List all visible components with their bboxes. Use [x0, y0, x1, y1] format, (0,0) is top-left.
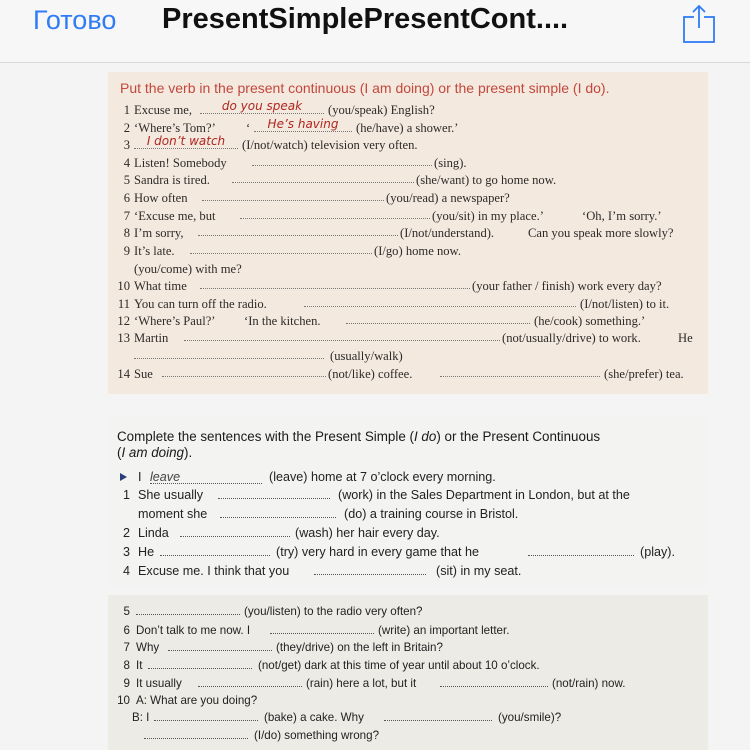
- done-button[interactable]: Готово: [33, 5, 117, 35]
- exercise-2-heading-line-2: (I am doing).: [117, 445, 193, 460]
- exercise-1-page: Put the verb in the present continuous (I am doing) or the present simple (I do). 1 Excuse me, do you speak (you/speak) English? 2 ‘Where’s Tom?’ ‘ He’s having (he/have) a shower.’ 3 I don’t watch (I/not/watch) television very often. 4 Listen! Somebody (sing). 5 Sandra is tired. (she/want) to go home now. 6 How often (you/read) a newspaper? 7 ‘Excuse me, but (you/sit) in my place.’ ‘Oh, I’m sorry.’ 8 I’m sorry, (I/not/understand). Can you speak more slowly? 9 It’s late. (I/go) home now. (you/come) with me? 10 What time (your father / finish) work every day? 11 You can turn off the radio. (I/not/listen) to it. 12 ‘Where’s Paul?’ ‘In the kitchen. (he/cook) something.’ 13 Martin (not/usually/drive) to work. He (usually/walk) 14 Sue (not/like) coffee. (she/prefer) tea.: [108, 72, 708, 394]
- answer-do-you-speak: do you speak: [200, 99, 324, 114]
- triangle-bullet-icon: [120, 473, 127, 481]
- exercise-1-line-9b: (you/come) with me?: [134, 262, 242, 276]
- exercise-3-line-10b: B: I (bake) a cake. Why (you/smile)?: [132, 711, 562, 724]
- exercise-3-page: 5 (you/listen) to the radio very often? 6 Don’t talk to me now. I (write) an important letter. 7 Why (they/drive) on the left in Britain? 8 It (not/get) dark at this time of year until about 10 o’clock. 9 It usually (rain) here a lot, but it (not/rain) now. 10 A: What are you doing? B: I (bake) a cake. Why (you/smile)? (I/do) something wrong?: [108, 595, 708, 750]
- exercise-2-line-1b: moment she (do) a training course in Bristol.: [138, 507, 519, 521]
- document-title: PresentSimplePresentCont....: [162, 3, 569, 35]
- exercise-1-heading: Put the verb in the present continuous (I am doing) or the present simple (I do).: [120, 80, 610, 96]
- example-answer: leave: [150, 470, 181, 484]
- answer-i-dont-watch: I don’t watch: [134, 134, 238, 149]
- answer-hes-having: He’s having: [254, 117, 352, 132]
- share-icon[interactable]: [680, 4, 718, 44]
- exercise-2-page: Complete the sentences with the Present Simple (I do) or the Present Continuous (I am doing). I leave (leave) home at 7 o’clock every morning. 1 She usually (work) in the Sales Department in London, but at the moment she (do) a training course in Bristol. 2 Linda (wash) her hair every day. 3 He (try) very hard in every game that he (play). 4 Excuse me. I think that you (sit) in my seat.: [108, 415, 708, 587]
- exercise-2-heading: Complete the sentences with the Present Simple (I do) or the Present Continuous: [117, 429, 601, 444]
- top-navigation-bar: [0, 0, 750, 63]
